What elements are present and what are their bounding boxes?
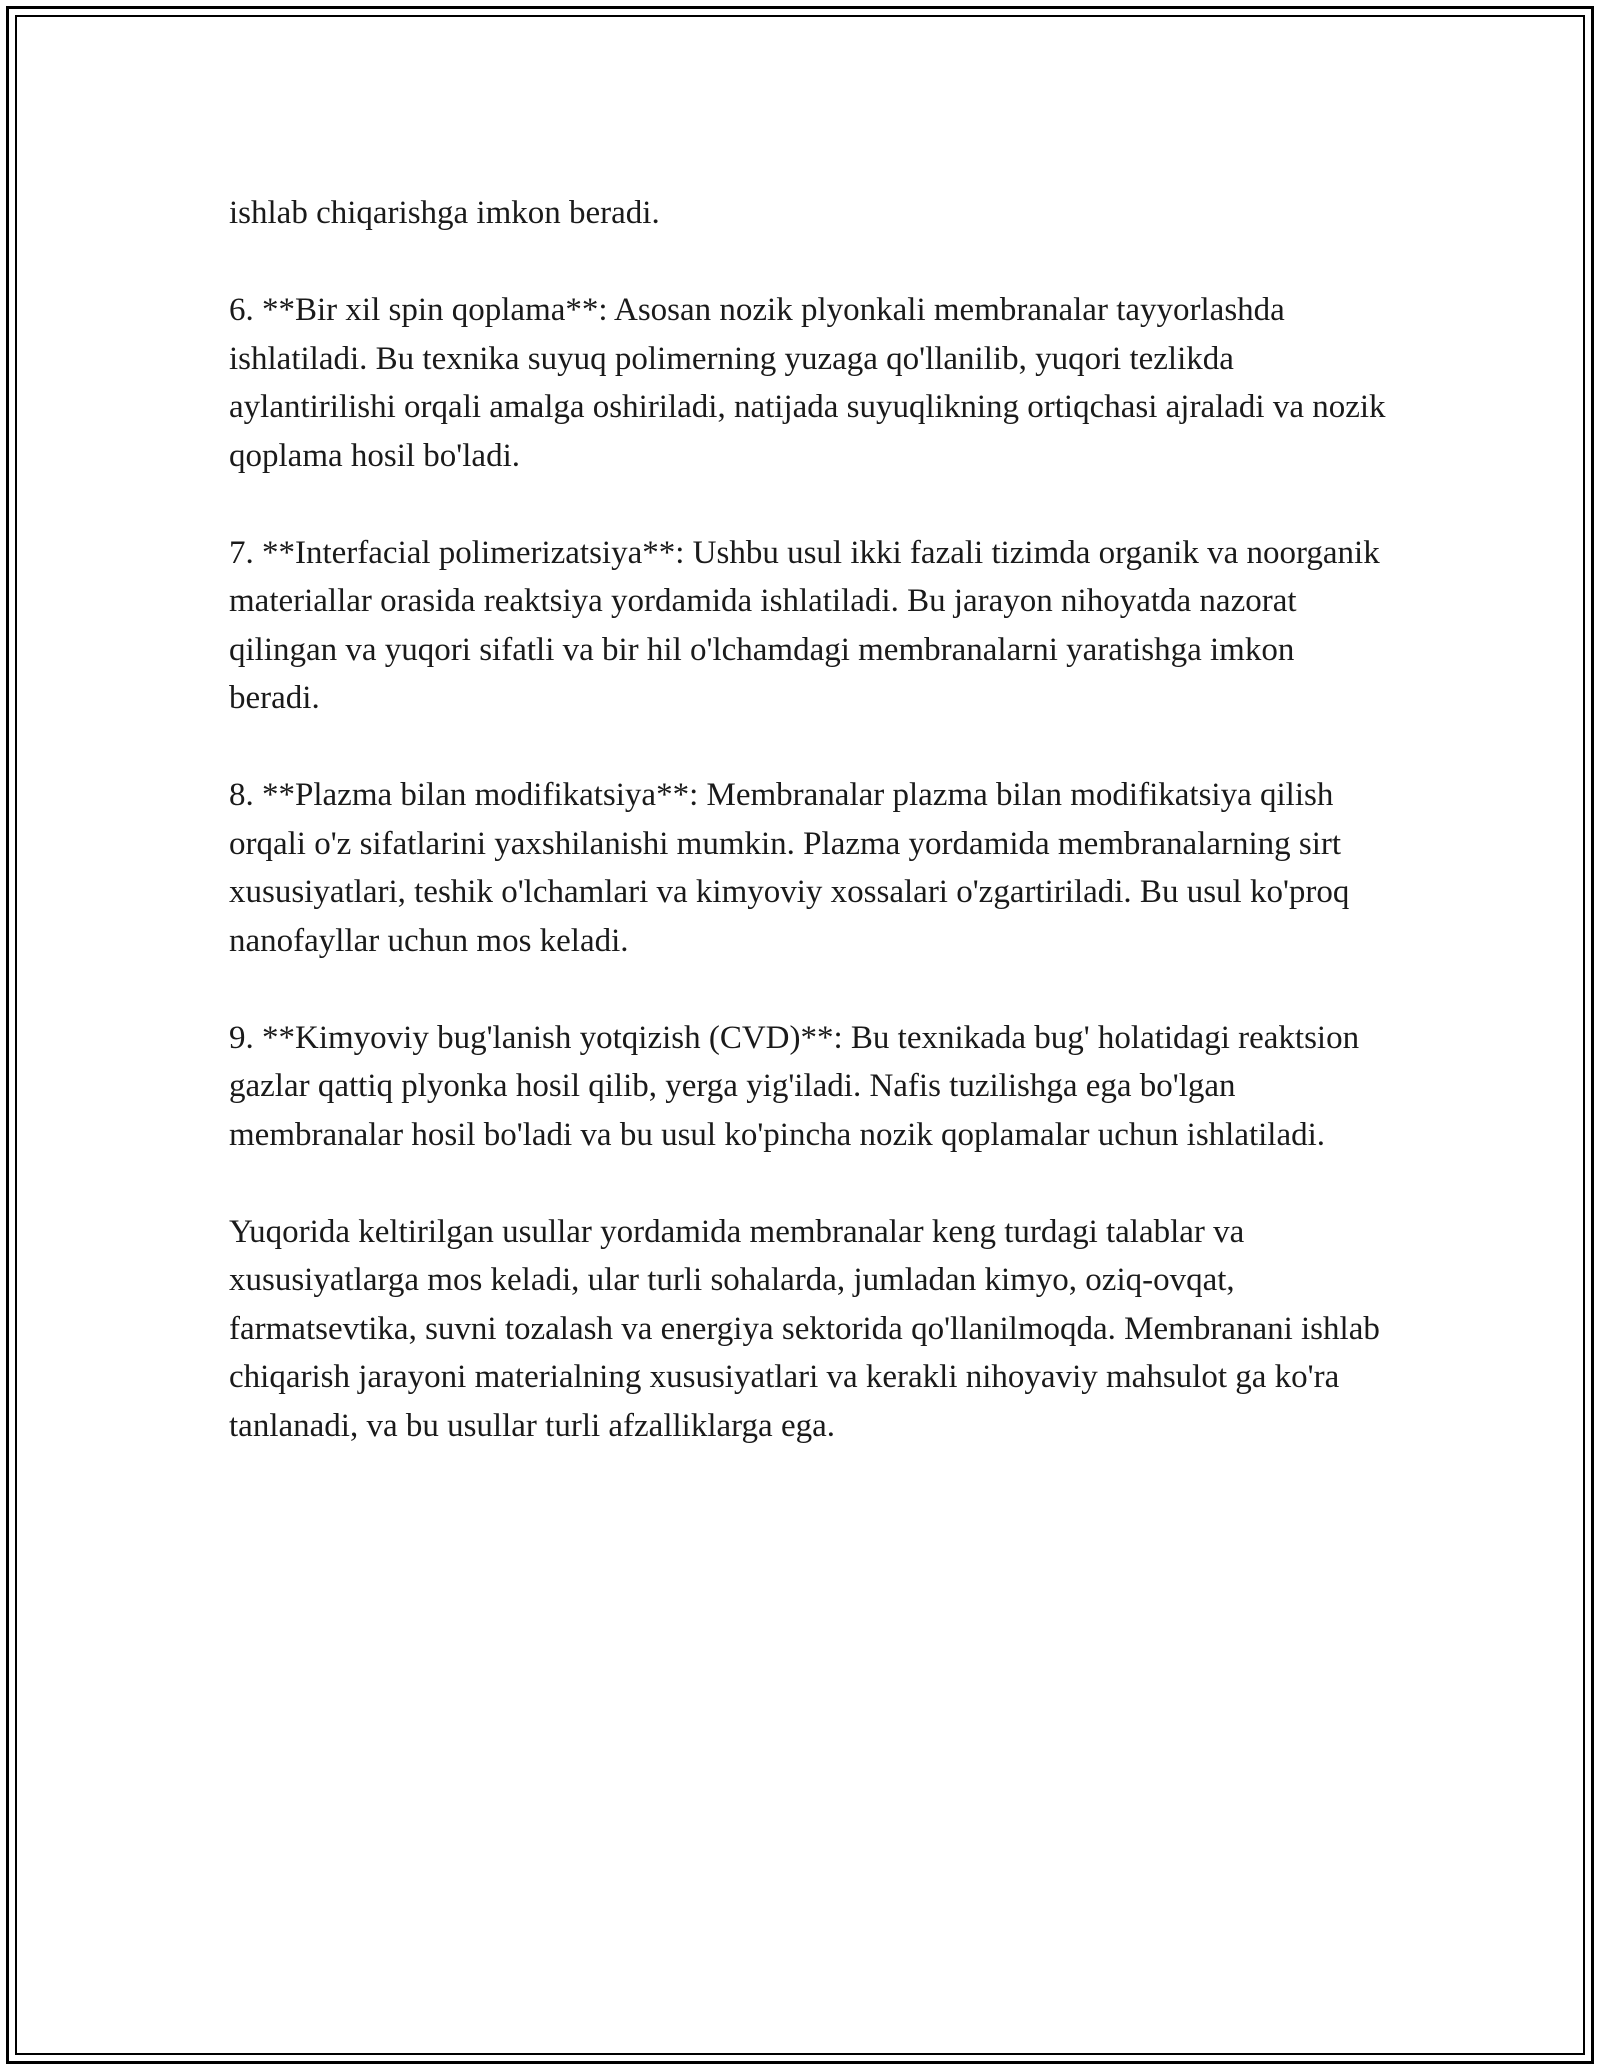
document-body [229,189,1389,1499]
paragraph-item-8: 8. **Plazma bilan modifikatsiya**: Membranalar plazma bilan modifikatsiya qilish orqali o'z sifatlarini yaxshilanishi mumkin. Plazma yordamida membranalarning sirt xususiyatlari, teshik o'lchamlari va kimyoviy xossalari o'zgartiriladi. Bu usul ko'proq nanofayllar uchun mos keladi. [229,777,1350,959]
page-frame [6,6,1594,2064]
paragraph-item-7: 7. **Interfacial polimerizatsiya**: Ushbu usul ikki fazali tizimda organik va noorganik materiallar orasida reaktsiya yordamida ishlatiladi. Bu jarayon nihoyatda nazorat qilingan va yuqori sifatli va bir hil o'lchamdagi membranalarni yaratishga imkon beradi. [229,534,1380,716]
paragraph-continuation: ishlab chiqarishga imkon beradi. [229,195,660,231]
paragraph-item-9: 9. **Kimyoviy bug'lanish yotqizish (CVD)**: Bu texnikada bug' holatidagi reaktsion gazlar qattiq plyonka hosil qilib, yerga yig'iladi. Nafis tuzilishga ega bo'lgan membranalar hosil bo'ladi va bu usul ko'pincha nozik qoplamalar uchun ishlatiladi. [229,1019,1360,1153]
paragraph-conclusion: Yuqorida keltirilgan usullar yordamida membranalar keng turdagi talablar va xususiyatlarga mos keladi, ular turli sohalarda, jumladan kimyo, oziq-ovqat, farmatsevtika, suvni tozalash va energiya sektorida qo'llanilmoqda. Membranani ishlab chiqarish jarayoni materialning xususiyatlari va kerakli nihoyaviy mahsulot ga ko'ra tanlanadi, va bu usullar turli afzalliklarga ega. [229,1213,1380,1444]
paragraph-item-6: 6. **Bir xil spin qoplama**: Asosan nozik plyonkali membranalar tayyorlashda ishlatiladi. Bu texnika suyuq polimerning yuzaga qo'llanilib, yuqori tezlikda aylantirilishi orqali amalga oshiriladi, natijada suyuqlikning ortiqchasi ajraladi va nozik qoplama hosil bo'ladi. [229,292,1386,474]
